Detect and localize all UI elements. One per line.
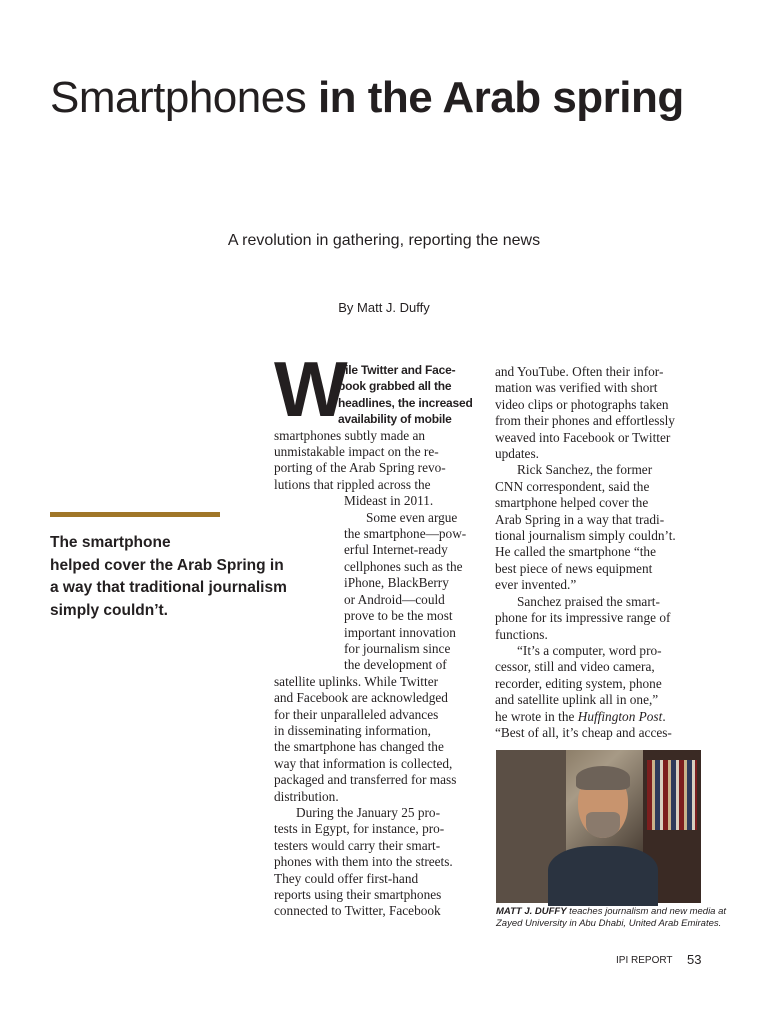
body-line: distribution.: [274, 788, 339, 804]
body-line: updates.: [495, 446, 539, 462]
body-line: important innovation: [344, 624, 456, 640]
lead-line: hile Twitter and Face-: [338, 363, 456, 377]
body-line: the development of: [344, 657, 447, 673]
publication-name: Huffington Post: [577, 708, 663, 724]
pullquote-line: helped cover the Arab Spring in: [50, 556, 284, 574]
body-line: unmistakable impact on the re-: [274, 444, 439, 460]
body-text: .: [662, 708, 666, 724]
pullquote-rule: [50, 512, 220, 517]
body-line: testers would carry their smart-: [274, 837, 441, 853]
page-number: 53: [687, 952, 702, 967]
body-line: iPhone, BlackBerry: [344, 575, 449, 591]
body-line: or Android—could: [344, 591, 445, 607]
lead-line: headlines, the increased: [338, 395, 473, 410]
body-line: from their phones and effortlessly: [495, 413, 675, 429]
photo-caption: [496, 906, 727, 930]
article-column-2: [495, 364, 705, 741]
body-line: mation was verified with short: [495, 380, 658, 396]
body-line: He called the smartphone “the: [495, 544, 656, 560]
footer-publication: IPI REPORT: [616, 955, 673, 966]
body-line: “It’s a computer, word pro-: [517, 642, 662, 658]
body-line: reports using their smartphones: [274, 887, 442, 902]
body-line: Arab Spring in a way that tradi-: [495, 511, 665, 527]
caption-name: MATT J. DUFFY: [496, 906, 567, 917]
author-photo: [496, 750, 701, 903]
body-line: cessor, still and video camera,: [495, 659, 655, 675]
body-line: functions.: [495, 626, 548, 642]
body-line: tional journalism simply couldn’t.: [495, 528, 676, 544]
body-line: and YouTube. Often their infor-: [495, 364, 664, 379]
caption-text: teaches journalism and new media at: [566, 906, 727, 917]
lead-line: availability of mobile: [338, 412, 452, 427]
body-line: tests in Egypt, for instance, pro-: [274, 821, 445, 837]
body-line: During the January 25 pro-: [296, 804, 441, 820]
body-line: for their unparalleled advances: [274, 706, 439, 722]
body-line: Rick Sanchez, the former: [517, 462, 653, 478]
body-line: and Facebook are acknowledged: [274, 690, 448, 706]
body-line: Some even argue: [366, 509, 458, 525]
body-line: prove to be the most: [344, 608, 453, 624]
body-line: phone for its impressive range of: [495, 610, 671, 626]
body-line: the smartphone—pow-: [344, 526, 467, 542]
pullquote-line: The smartphone: [50, 534, 171, 551]
body-line: Sanchez praised the smart-: [517, 593, 660, 609]
body-line: erful Internet-ready: [344, 542, 448, 558]
body-line: CNN correspondent, said the: [495, 478, 650, 494]
headline: [50, 72, 684, 124]
pullquote-line: a way that traditional journalism: [50, 579, 287, 596]
body-line: porting of the Arab Spring revo-: [274, 460, 446, 476]
body-line: “Best of all, it’s cheap and acces-: [495, 724, 672, 740]
body-line: connected to Twitter, Facebook: [274, 903, 441, 919]
body-line: for journalism since: [344, 640, 451, 656]
byline: By Matt J. Duffy: [338, 300, 430, 315]
body-line: and satellite uplink all in one,”: [495, 692, 659, 708]
lead-line: book grabbed all the: [338, 379, 452, 394]
photo-shirt: [548, 846, 658, 906]
headline-bold: in the Arab spring: [317, 73, 684, 122]
subhead: A revolution in gathering, reporting the news: [227, 232, 541, 249]
article-column-1: [274, 362, 482, 920]
body-line: Mideast in 2011.: [344, 493, 434, 509]
body-line: the smartphone has changed the: [274, 739, 444, 755]
drop-cap: W: [274, 345, 344, 433]
body-line: lutions that rippled across the: [274, 476, 431, 492]
body-line: best piece of news equipment: [495, 560, 653, 576]
headline-regular: Smartphones: [50, 73, 318, 122]
body-line: They could offer first-hand: [274, 870, 419, 886]
caption-line: [496, 906, 727, 918]
body-line: ever invented.”: [495, 577, 577, 593]
body-line: smartphone helped cover the: [495, 495, 649, 511]
body-line: smartphones subtly made an: [274, 427, 426, 443]
body-line: cellphones such as the: [344, 558, 463, 574]
body-line: video clips or photographs taken: [495, 396, 669, 412]
body-line: in disseminating information,: [274, 722, 431, 738]
body-line: [495, 709, 705, 725]
body-line: satellite uplinks. While Twitter: [274, 673, 439, 689]
caption-line: Zayed University in Abu Dhabi, United Arab Emirates.: [496, 918, 722, 929]
photo-hair: [576, 766, 630, 790]
photo-books: [647, 760, 697, 830]
body-line: way that information is collected,: [274, 755, 453, 771]
body-line: weaved into Facebook or Twitter: [495, 429, 671, 445]
body-line: phones with them into the streets.: [274, 854, 453, 870]
body-line: packaged and transferred for mass: [274, 772, 457, 788]
body-line: recorder, editing system, phone: [495, 675, 662, 691]
body-text: he wrote in the: [495, 708, 578, 724]
pullquote-line: simply couldn’t.: [50, 601, 168, 619]
photo-beard: [586, 812, 620, 838]
